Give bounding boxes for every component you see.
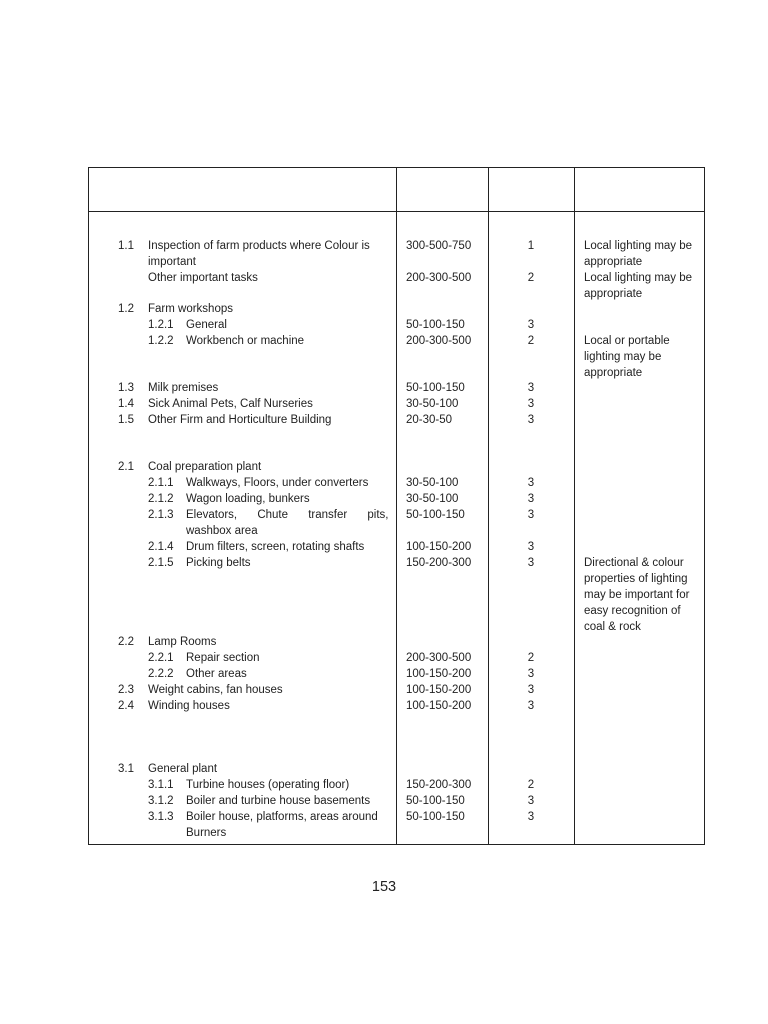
subitem-description: Elevators, Chute transfer pits,: [186, 509, 389, 521]
subitem-number: 3.1.3: [148, 811, 174, 823]
item-description: Lamp Rooms: [148, 636, 217, 648]
table-row: [89, 619, 704, 635]
glare-grade: 3: [527, 700, 535, 712]
illuminance-value: 100-150-200: [406, 700, 472, 712]
glare-grade: 3: [527, 477, 535, 489]
glare-grade: 2: [527, 335, 535, 347]
illuminance-value: 50-100-150: [406, 509, 465, 521]
illuminance-value: 100-150-200: [406, 541, 472, 553]
illuminance-value: 20-30-50: [406, 414, 453, 426]
subitem-number: 2.1.5: [148, 557, 174, 569]
table-row: [89, 539, 704, 555]
subitem-description: General: [186, 319, 227, 331]
item-number: 2.2: [118, 636, 134, 648]
table-row: [89, 587, 704, 603]
table-row: [89, 507, 704, 523]
item-number: 1.2: [118, 303, 134, 315]
table-row: [89, 286, 704, 302]
table-row: [89, 270, 704, 286]
subitem-description: Other areas: [186, 668, 247, 680]
table-row: [89, 412, 704, 428]
item-number: 2.1: [118, 461, 134, 473]
illuminance-value: 100-150-200: [406, 684, 472, 696]
subitem-description: Burners: [186, 827, 227, 839]
item-description: Farm workshops: [148, 303, 233, 315]
subitem-number: 1.2.1: [148, 319, 174, 331]
illuminance-value: 30-50-100: [406, 493, 459, 505]
item-number: 1.1: [118, 240, 134, 252]
illuminance-value: 50-100-150: [406, 319, 465, 331]
item-number: 1.5: [118, 414, 134, 426]
table-row: [89, 301, 704, 317]
table-row: [89, 238, 704, 254]
table-row: [89, 666, 704, 682]
glare-grade: 3: [527, 684, 535, 696]
remark: may be important for: [584, 589, 690, 601]
table-row: [89, 793, 704, 809]
table-row: [89, 809, 704, 825]
illuminance-value: 30-50-100: [406, 398, 459, 410]
item-description: Weight cabins, fan houses: [148, 684, 283, 696]
subitem-number: 2.1.1: [148, 477, 174, 489]
table-row: [89, 459, 704, 475]
illuminance-value: 50-100-150: [406, 795, 465, 807]
item-number: 1.3: [118, 382, 134, 394]
glare-grade: 3: [527, 493, 535, 505]
subitem-number: 2.1.3: [148, 509, 174, 521]
glare-grade: 3: [527, 319, 535, 331]
glare-grade: 3: [527, 795, 535, 807]
table-row: [89, 491, 704, 507]
remark: Local lighting may be: [584, 272, 693, 284]
item-description: important: [148, 256, 196, 268]
illuminance-value: 300-500-750: [406, 240, 472, 252]
glare-grade: 1: [527, 240, 535, 252]
illuminance-value: 200-300-500: [406, 652, 472, 664]
illuminance-value: 50-100-150: [406, 811, 465, 823]
subitem-description: Boiler and turbine house basements: [186, 795, 371, 807]
subitem-number: 1.2.2: [148, 335, 174, 347]
item-description: Other important tasks: [148, 272, 258, 284]
item-description: Other Firm and Horticulture Building: [148, 414, 332, 426]
illumination-table: [88, 167, 705, 845]
item-description: Milk premises: [148, 382, 219, 394]
glare-grade: 3: [527, 811, 535, 823]
glare-grade: 2: [527, 779, 535, 791]
remark: Local lighting may be: [584, 240, 693, 252]
glare-grade: 3: [527, 509, 535, 521]
subitem-number: 3.1.1: [148, 779, 174, 791]
item-number: 2.4: [118, 700, 134, 712]
page-number: 153: [371, 879, 397, 895]
illuminance-value: 200-300-500: [406, 335, 472, 347]
glare-grade: 3: [527, 382, 535, 394]
table-row: [89, 475, 704, 491]
subitem-description: Picking belts: [186, 557, 251, 569]
glare-grade: 2: [527, 652, 535, 664]
table-row: [89, 682, 704, 698]
remark: easy recognition of: [584, 605, 681, 617]
remark: Local or portable: [584, 335, 670, 347]
table-row: [89, 523, 704, 539]
remark: Directional & colour: [584, 557, 684, 569]
subitem-number: 2.2.2: [148, 668, 174, 680]
subitem-description: Workbench or machine: [186, 335, 305, 347]
table-row: [89, 603, 704, 619]
subitem-number: 2.2.1: [148, 652, 174, 664]
remark: properties of lighting: [584, 573, 688, 585]
table-row: [89, 349, 704, 365]
table-row: [89, 761, 704, 777]
remark: appropriate: [584, 367, 643, 379]
table-row: [89, 634, 704, 650]
illuminance-value: 30-50-100: [406, 477, 459, 489]
glare-grade: 3: [527, 668, 535, 680]
subitem-description: washbox area: [186, 525, 258, 537]
item-number: 1.4: [118, 398, 134, 410]
illuminance-value: 50-100-150: [406, 382, 465, 394]
table-row: [89, 380, 704, 396]
item-number: 2.3: [118, 684, 134, 696]
illuminance-value: 200-300-500: [406, 272, 472, 284]
glare-grade: 3: [527, 398, 535, 410]
table-row: [89, 396, 704, 412]
illuminance-value: 100-150-200: [406, 668, 472, 680]
table-row: [89, 365, 704, 381]
remark: coal & rock: [584, 621, 641, 633]
item-number: 3.1: [118, 763, 134, 775]
remark: appropriate: [584, 256, 643, 268]
table-row: [89, 698, 704, 714]
illuminance-value: 150-200-300: [406, 779, 472, 791]
subitem-description: Boiler house, platforms, areas around: [186, 811, 378, 823]
table-row: [89, 317, 704, 333]
subitem-description: Drum filters, screen, rotating shafts: [186, 541, 365, 553]
remark: appropriate: [584, 288, 643, 300]
subitem-description: Turbine houses (operating floor): [186, 779, 350, 791]
item-description: Coal preparation plant: [148, 461, 262, 473]
subitem-number: 3.1.2: [148, 795, 174, 807]
table-row: [89, 650, 704, 666]
glare-grade: 3: [527, 557, 535, 569]
subitem-description: Repair section: [186, 652, 260, 664]
item-description: Sick Animal Pets, Calf Nurseries: [148, 398, 313, 410]
glare-grade: 2: [527, 272, 535, 284]
item-description: General plant: [148, 763, 218, 775]
table-row: [89, 571, 704, 587]
table-row: [89, 825, 704, 841]
glare-grade: 3: [527, 414, 535, 426]
glare-grade: 3: [527, 541, 535, 553]
item-description: Inspection of farm products where Colour is: [148, 240, 370, 252]
table-row: [89, 777, 704, 793]
table-row: [89, 333, 704, 349]
remark: lighting may be: [584, 351, 662, 363]
subitem-number: 2.1.4: [148, 541, 174, 553]
subitem-number: 2.1.2: [148, 493, 174, 505]
subitem-description: Walkways, Floors, under converters: [186, 477, 369, 489]
illuminance-value: 150-200-300: [406, 557, 472, 569]
table-row: [89, 555, 704, 571]
item-description: Winding houses: [148, 700, 230, 712]
table-row: [89, 254, 704, 270]
subitem-description: Wagon loading, bunkers: [186, 493, 310, 505]
